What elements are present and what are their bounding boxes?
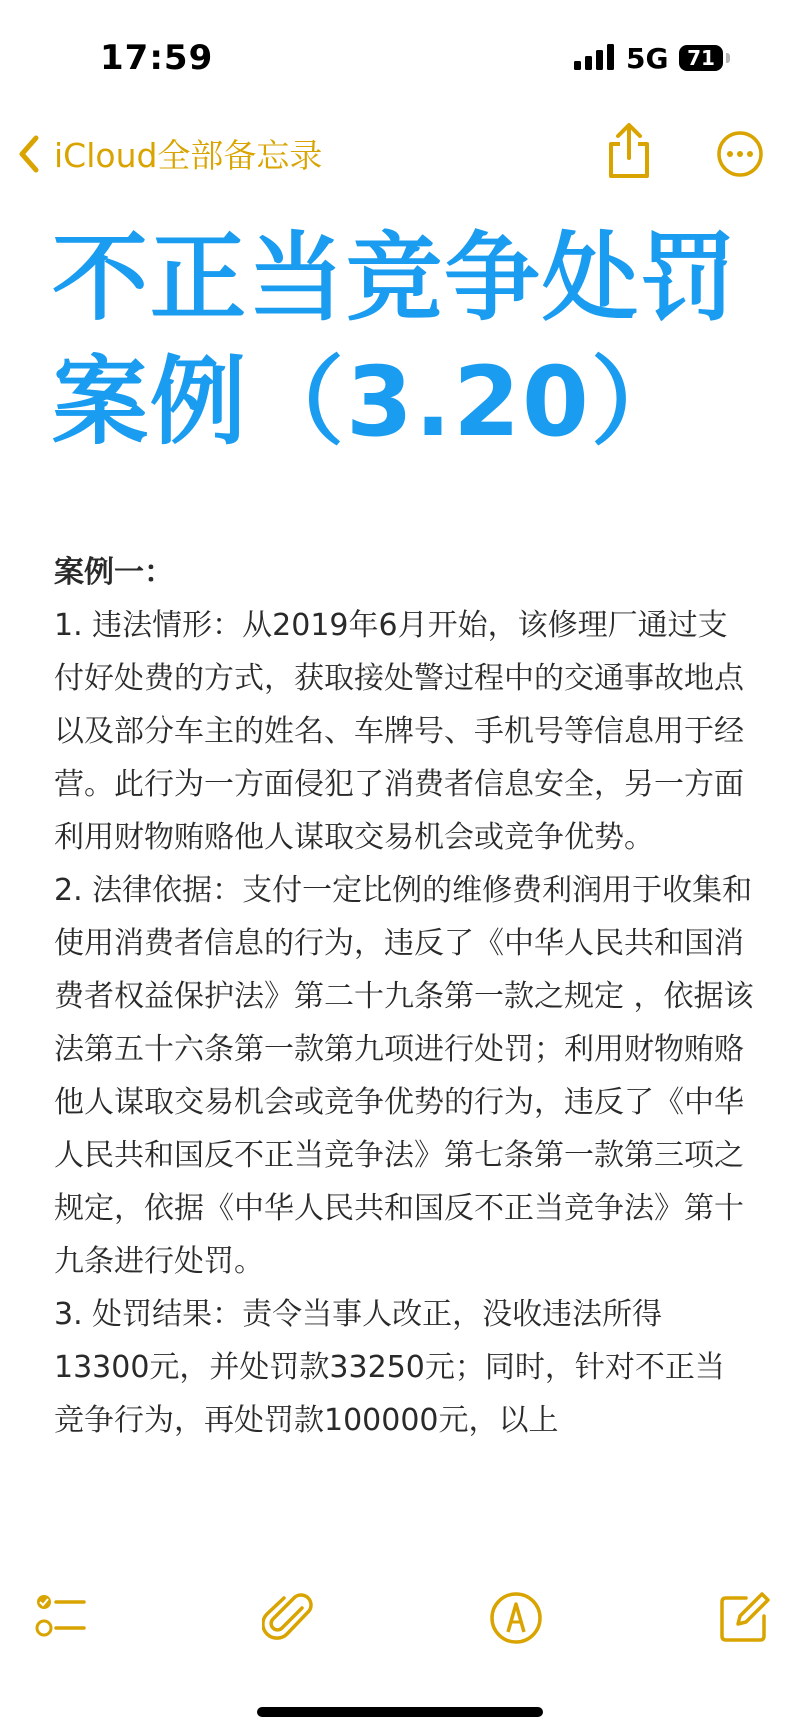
status-bar (0, 0, 800, 110)
battery-icon (679, 45, 723, 71)
case-heading: 案例一： (54, 555, 174, 590)
battery-level: 71 (687, 46, 715, 70)
status-time: 17:59 (100, 38, 214, 78)
attachment-icon[interactable] (262, 1590, 318, 1646)
compose-icon[interactable] (716, 1590, 772, 1646)
checklist-icon[interactable] (34, 1590, 90, 1646)
paragraph-violation: 1. 违法情形：从2019年6月开始，该修理厂通过支付好处费的方式，获取接处警过程中的交通事故地点以及部分车主的姓名、车牌号、手机号等信息用于经营。此行为一方面侵犯了消费者信息安全，另一方面利用财物贿赂他人谋取交易机会或竞争优势。 (54, 608, 744, 855)
signal-icon (574, 44, 614, 70)
share-icon[interactable] (606, 122, 652, 180)
note-title[interactable]: 不正当竞争处罚案例（3.20） (52, 222, 738, 458)
back-button[interactable] (14, 130, 322, 177)
network-label: 5G (626, 42, 669, 75)
bottom-toolbar (0, 1590, 800, 1660)
chevron-left-icon (14, 132, 44, 176)
paragraph-legal-basis: 2. 法律依据：支付一定比例的维修费利润用于收集和使用消费者信息的行为，违反了《中华人民共和国消费者权益保护法》第二十九条第一款之规定 ，依据该法第五十六条第一款第九项进行处罚；利用财物贿赂他人谋取交易机会或竞争优势的行为，违反了《中华人民共和国反不正当竞争法》第七条第一款第三项之规定，依据《中华人民共和国反不正当竞争法》第十九条进行处罚。 (54, 873, 754, 1279)
note-body[interactable] (54, 546, 754, 1447)
home-indicator (257, 1707, 543, 1717)
back-label: iCloud全部备忘录 (54, 136, 323, 175)
battery-tip (726, 53, 730, 63)
more-icon[interactable] (716, 130, 764, 178)
nav-bar (0, 112, 800, 192)
paragraph-penalty: 3. 处罚结果：责令当事人改正，没收违法所得13300元，并处罚款33250元；同时，针对不正当竞争行为，再处罚款100000元，以上 (54, 1297, 725, 1438)
markup-icon[interactable] (488, 1590, 544, 1646)
